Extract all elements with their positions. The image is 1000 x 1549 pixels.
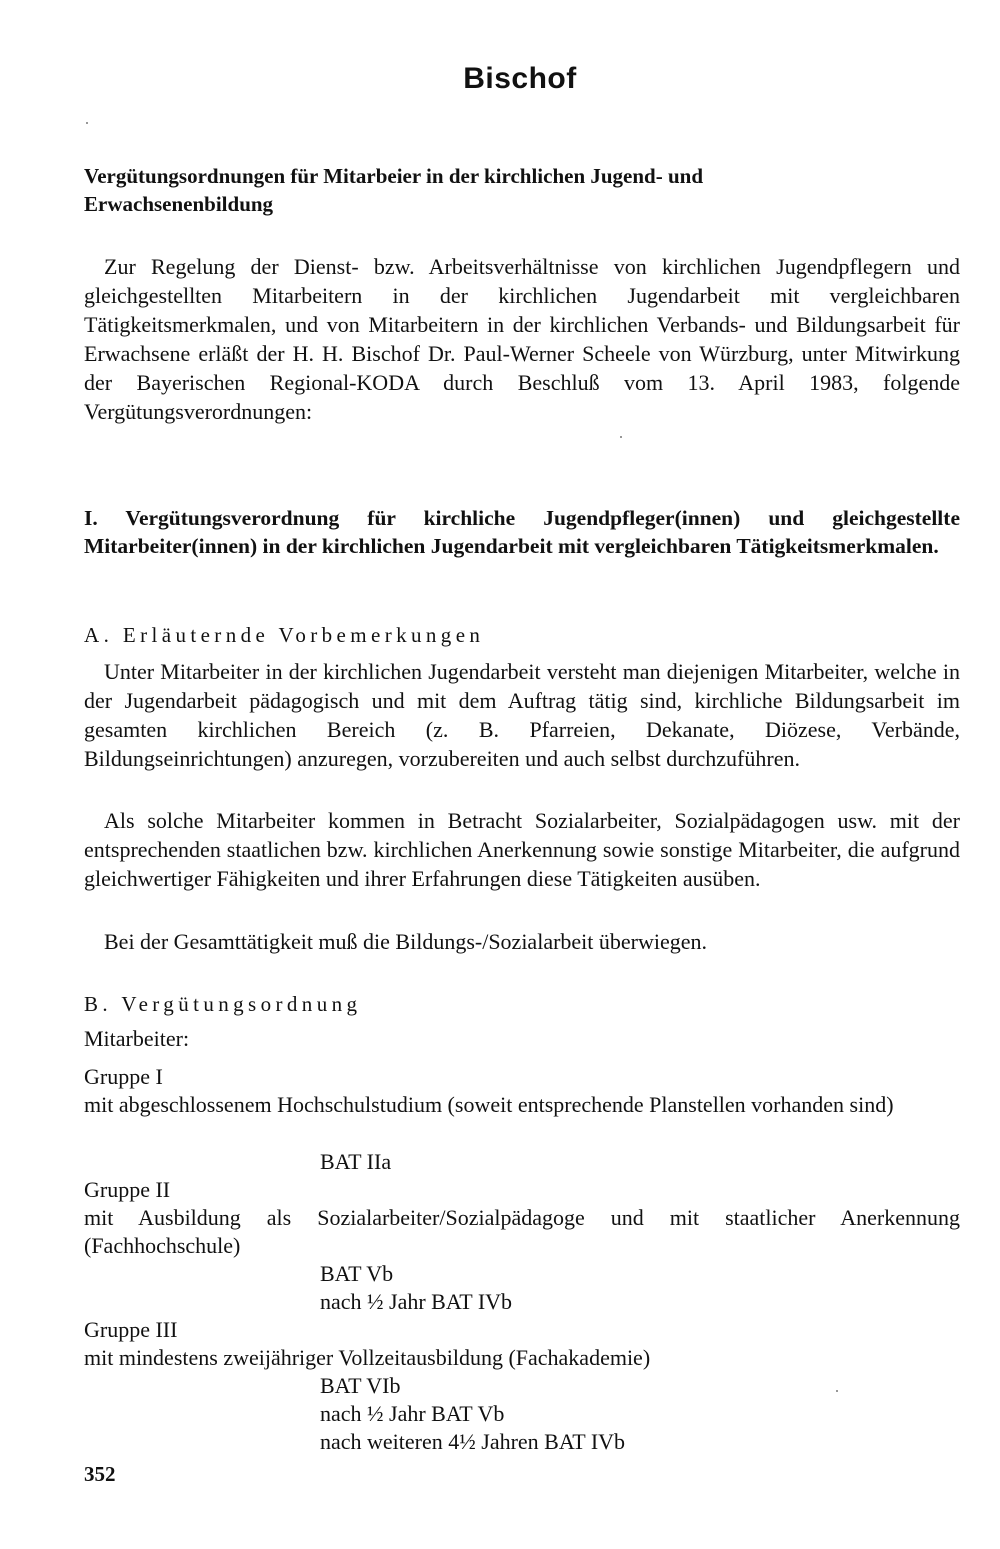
group-2-pay-1: BAT Vb [320, 1261, 394, 1286]
group-3-pay-1: BAT VIb [320, 1373, 401, 1398]
group-3-name: Gruppe III [84, 1317, 178, 1342]
part-b-heading: B. Vergütungsordnung [84, 992, 362, 1016]
group-2-name: Gruppe II [84, 1177, 171, 1202]
group-3-pay-2: nach ½ Jahr BAT Vb [320, 1401, 505, 1426]
running-head: Bischof [463, 62, 577, 95]
page-number: 352 [84, 1462, 116, 1486]
part-a-paragraph-2: Als solche Mitarbeiter kommen in Betracht Sozialarbeiter, Sozialpädagogen usw. mit der entsprechenden staatlichen bzw. kirchlichen Anerkennung sowie sonstige Mitarbeiter, die aufgrund gleichwertiger Fähigkeiten und ihrer Erfahrungen diese Tätigkeiten ausüben. [84, 808, 960, 891]
group-1-name: Gruppe I [84, 1064, 163, 1089]
scan-speck [836, 1390, 838, 1392]
group-1-pay-1: BAT IIa [320, 1149, 392, 1174]
document-title: Vergütungsordnungen für Mitarbeier in der kirchlichen Jugend- und Erwachsenenbildung [84, 164, 704, 216]
group-1-description: mit abgeschlossenem Hochschulstudium (soweit entsprechende Planstellen vorhanden sind) [84, 1092, 894, 1117]
employees-label: Mitarbeiter: [84, 1026, 190, 1051]
group-3-description: mit mindestens zweijähriger Vollzeitausbildung (Fachakademie) [84, 1345, 651, 1370]
group-3-pay-3: nach weiteren 4½ Jahren BAT IVb [320, 1429, 626, 1454]
section-heading: I. Vergütungsverordnung für kirchliche Jugendpfleger(innen) und gleichgestellte Mitarbeiter(innen) in der kirchlichen Jugendarbeit mit vergleichbaren Tätigkeitsmerkmalen. [84, 506, 960, 558]
intro-paragraph: Zur Regelung der Dienst- bzw. Arbeitsverhältnisse von kirchlichen Jugendpflegern und gleichgestellten Mitarbeitern in der kirchlichen Jugendarbeit mit vergleichbaren Tätigkeitsmerkmalen, und von Mitarbeitern in der kirchlichen Verbands- und Bildungsarbeit für Erwachsene erläßt der H. H. Bischof Dr. Paul-Werner Scheele von Würzburg, unter Mitwirkung der Bayerischen Regional-KODA durch Beschluß vom 13. April 1983, folgende Vergütungsverordnungen: [84, 254, 960, 424]
part-a-paragraph-3: Bei der Gesamttätigkeit muß die Bildungs-/Sozialarbeit überwiegen. [104, 929, 708, 954]
part-a-heading: A. Erläuternde Vorbemerkungen [84, 623, 485, 647]
scan-speck [86, 122, 88, 124]
scan-speck [620, 436, 622, 438]
part-a-paragraph-1: Unter Mitarbeiter in der kirchlichen Jugendarbeit versteht man diejenigen Mitarbeiter, welche in der Jugendarbeit pädagogisch und mit dem Auftrag tätig sind, kirchliche Bildungsarbeit im gesamten kirchlichen Bereich (z. B. Pfarreien, Dekanate, Diözese, Verbände, Bildungseinrichtungen) anzuregen, vorzubereiten und auch selbst durchzuführen. [84, 659, 960, 771]
group-2-pay-2: nach ½ Jahr BAT IVb [320, 1289, 513, 1314]
group-2-description: mit Ausbildung als Sozialarbeiter/Sozialpädagoge und mit staatlicher Anerkennung (Fachhochschule) [84, 1205, 960, 1258]
